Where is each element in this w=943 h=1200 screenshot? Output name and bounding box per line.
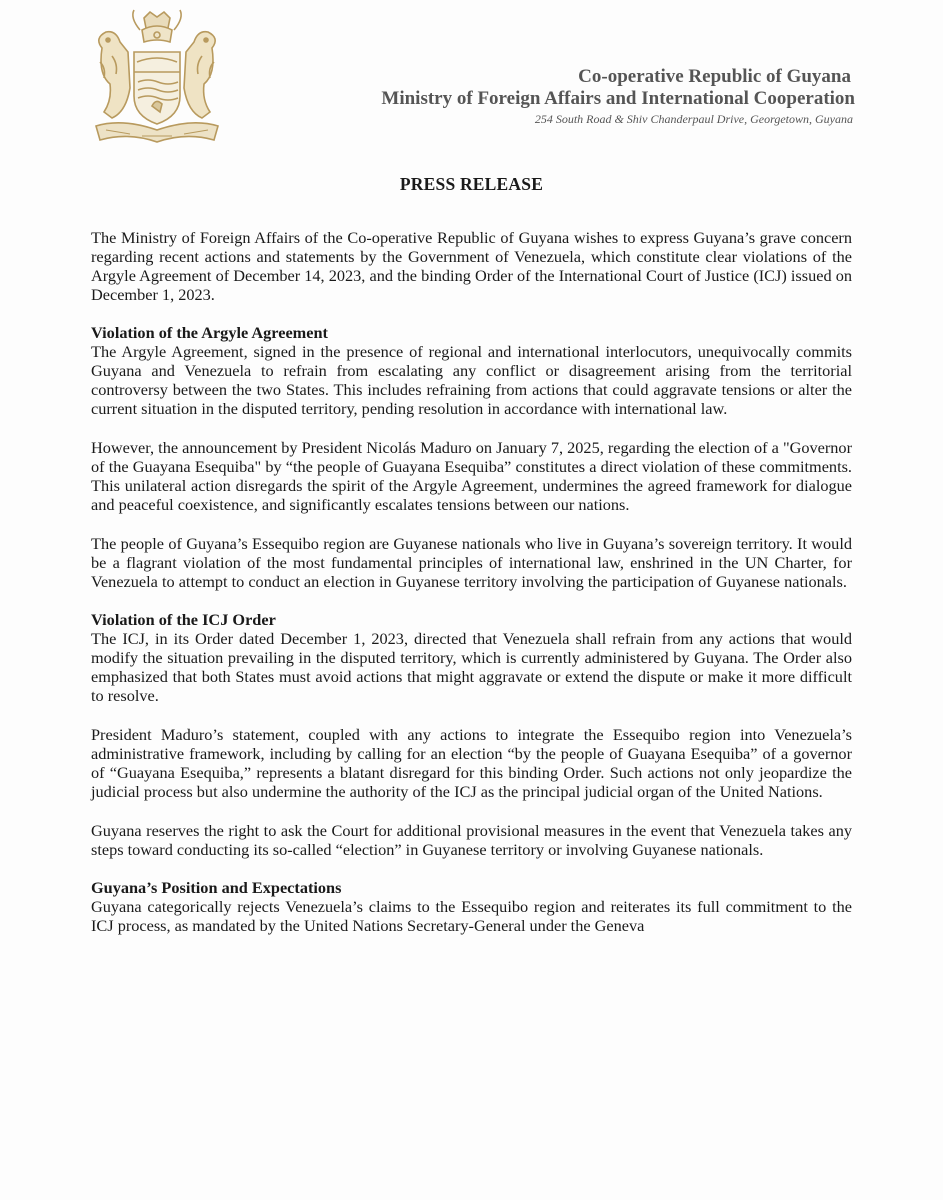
section-heading-position: Guyana’s Position and Expectations (91, 878, 342, 897)
ministry-address: 254 South Road & Shiv Chanderpaul Drive, Georgetown, Guyana (534, 112, 853, 126)
section-heading-argyle: Violation of the Argyle Agreement (91, 323, 328, 342)
press-release-body (91, 228, 852, 935)
icj-paragraph-2: President Maduro’s statement, coupled with any actions to integrate the Essequibo region into Venezuela’s administrative framework, including by calling for an election “by the people of Guayana Esequiba” of a governor of “Guayana Esequiba,” represents a blatant disregard for this binding Order. Such actions not only jeopardize the judicial process but also undermine the authority of the ICJ as the principal judicial organ of the United Nations. (91, 725, 852, 801)
position-paragraph-1: Guyana categorically rejects Venezuela’s claims to the Essequibo region and reiterates its full commitment to the ICJ process, as mandated by the United Nations Secretary-General under the Geneva (91, 897, 852, 935)
coat-of-arms-icon (82, 8, 232, 148)
icj-paragraph-3: Guyana reserves the right to ask the Court for additional provisional measures in the event that Venezuela takes any steps toward conducting its so-called “election” in Guyanese territory or involving Guyanese nationals. (91, 821, 852, 859)
document-title: PRESS RELEASE (399, 174, 544, 194)
country-name: Co-operative Republic of Guyana (578, 66, 851, 87)
section-heading-icj: Violation of the ICJ Order (91, 610, 276, 629)
argyle-paragraph-2: However, the announcement by President Nicolás Maduro on January 7, 2025, regarding the election of a "Governor of the Guayana Esequiba" by “the people of Guayana Esequiba” constitutes a direct violation of these commitments. This unilateral action disregards the spirit of the Argyle Agreement, undermines the agreed framework for dialogue and peaceful coexistence, and significantly escalates tensions between our nations. (91, 438, 852, 514)
icj-paragraph-1: The ICJ, in its Order dated December 1, 2023, directed that Venezuela shall refrain from any actions that would modify the situation prevailing in the disputed territory, which is currently administered by Guyana. The Order also emphasized that both States must avoid actions that might aggravate or extend the dispute or make it more difficult to resolve. (91, 629, 852, 705)
argyle-paragraph-1: The Argyle Agreement, signed in the presence of regional and international interlocutors, unequivocally commits Guyana and Venezuela to refrain from escalating any conflict or disagreement arising from the territorial controversy between the two States. This includes refraining from actions that could aggravate tensions or alter the current situation in the disputed territory, pending resolution in accordance with international law. (91, 342, 852, 418)
intro-paragraph: The Ministry of Foreign Affairs of the Co-operative Republic of Guyana wishes to express Guyana’s grave concern regarding recent actions and statements by the Government of Venezuela, which constitute clear violations of the Argyle Agreement of December 14, 2023, and the binding Order of the International Court of Justice (ICJ) issued on December 1, 2023. (91, 228, 852, 304)
letterhead (381, 66, 855, 127)
argyle-paragraph-3: The people of Guyana’s Essequibo region are Guyanese nationals who live in Guyana’s sovereign territory. It would be a flagrant violation of the most fundamental principles of international law, enshrined in the UN Charter, for Venezuela to attempt to conduct an election in Guyanese territory involving the participation of Guyanese nationals. (91, 534, 852, 591)
ministry-name: Ministry of Foreign Affairs and International Cooperation (381, 88, 855, 109)
